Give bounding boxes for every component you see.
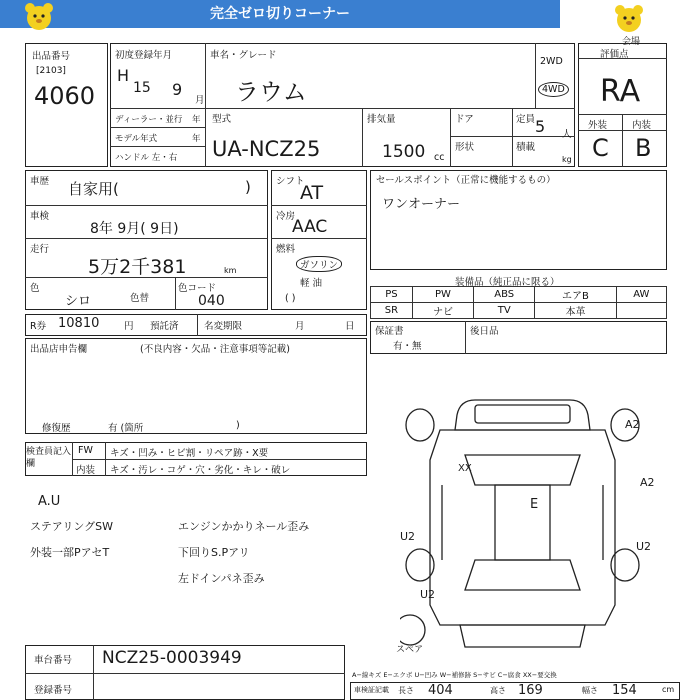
ext-grade-label: 外装	[588, 120, 608, 131]
seller-report-sub: (不良内容・欠品・注意事項等記載)	[140, 344, 290, 355]
car-name-label: 車名・グレード	[210, 50, 277, 61]
inspector-label: 検査員記入欄	[26, 447, 72, 469]
fuel-gasoline-circled: ガソリン	[296, 256, 342, 272]
color-code: 040	[198, 293, 225, 309]
type-label: 型式	[212, 114, 232, 125]
later-label: 後日品	[470, 326, 499, 337]
dims-width-label: 幅さ	[582, 686, 598, 695]
repair-end: )	[236, 420, 240, 431]
recycle-deposit: 預託済	[150, 321, 179, 332]
inspector-int-label: 内装	[76, 465, 96, 476]
color-label: 色	[30, 283, 40, 294]
equipment-table	[370, 286, 667, 319]
dims-unit: cm	[662, 685, 675, 694]
equip-blank	[616, 303, 666, 319]
capacity-label: 定員	[516, 114, 536, 125]
inspector-int-text: キズ・汚レ・コゲ・穴・劣化・キレ・破レ	[110, 465, 291, 476]
venue-label: 会場	[622, 37, 641, 47]
dims-height-label: 高さ	[490, 686, 506, 695]
equip-tv: TV	[474, 303, 535, 319]
recycle-label: R券	[30, 321, 47, 332]
int-grade: B	[635, 134, 652, 162]
lot-number: 4060	[34, 82, 96, 110]
car-type: UA-NCZ25	[212, 137, 321, 161]
shape-label: 形状	[455, 142, 475, 153]
mark-a2-right: A2	[640, 476, 655, 489]
first-reg-month: 9	[172, 80, 183, 99]
equip-sr: SR	[371, 303, 413, 319]
color-code-label: 色コード	[178, 283, 217, 294]
meigi-day: 日	[345, 321, 355, 332]
kind-label: 車歴	[30, 176, 50, 187]
grade-label: 評価点	[600, 49, 629, 60]
grade-value: RA	[600, 74, 641, 109]
car-kind: 自家用(	[68, 180, 119, 198]
model-year-label: モデル年式	[115, 134, 158, 144]
dims-height: 169	[518, 683, 543, 698]
spare-label: スペア	[396, 645, 424, 655]
fw-label: FW	[78, 445, 93, 456]
drive-2wd: 2WD	[540, 56, 563, 67]
chassis-label: 車台番号	[34, 655, 73, 666]
dealer-year: 年	[192, 115, 201, 125]
shift-value: AT	[300, 182, 324, 204]
note-5: 下回りS.Pアリ	[178, 546, 250, 559]
car-damage-diagram	[400, 385, 660, 655]
ext-grade: C	[592, 134, 609, 162]
dims-width: 154	[612, 683, 637, 698]
mark-xx: XX	[458, 463, 472, 474]
lot-label: 出品番号	[32, 51, 71, 62]
car-info-box	[110, 43, 575, 167]
recycle-unit: 円	[124, 321, 134, 332]
shift-label: シフト	[276, 176, 305, 187]
mark-a2-top: A2	[625, 418, 640, 431]
damage-legend: A−線キズ E−エクボ U−凹み W−補修跡 S−サビ C−腐食 XX−要交換	[352, 671, 557, 679]
car-name: ラウム	[235, 78, 307, 106]
drive-4wd-circled: 4WD	[538, 82, 569, 97]
mark-u2-left: U2	[400, 530, 416, 543]
first-reg-year: 15	[133, 80, 151, 96]
mark-e: E	[530, 497, 539, 512]
warranty-label: 保証書	[375, 326, 404, 337]
load-unit: kg	[562, 155, 572, 164]
header-title: 完全ゼロ切りコーナー	[210, 6, 350, 22]
car-kind-end: )	[245, 178, 251, 196]
lot-code: [2103]	[36, 66, 66, 76]
mileage-value: 5万2千381	[88, 256, 187, 278]
first-reg-label: 初度登録年月	[115, 50, 173, 61]
disp-unit: cc	[434, 152, 445, 163]
equip-aw: AW	[616, 287, 666, 303]
chassis-number: NCZ25-0003949	[102, 648, 242, 668]
equipment-label: 装備品（純正品に限る）	[455, 277, 560, 288]
sales-point-label: セールスポイント（正常に機能するもの）	[376, 175, 556, 186]
dims-length-label: 長さ	[398, 686, 414, 695]
mileage-label: 走行	[30, 244, 50, 255]
bear-mascot-right-icon	[612, 4, 646, 34]
note-1: A.U	[38, 494, 61, 509]
handle-label: ハンドル 左・右	[115, 153, 178, 163]
dealer-label: ディーラー・並行	[115, 115, 183, 125]
repair-value: 有 (箇所	[108, 423, 144, 434]
fuel-label: 燃料	[276, 244, 296, 255]
repaint-label: 色替	[130, 293, 150, 304]
load-label: 積載	[516, 142, 536, 153]
ac-label: 冷房	[276, 211, 296, 222]
capacity-unit: 人	[562, 129, 572, 140]
header-banner	[0, 0, 560, 28]
ac-value: AAC	[292, 217, 328, 237]
recycle-value: 10810	[58, 316, 100, 331]
note-4: 外装一部PアセT	[30, 546, 110, 559]
sales-point-text: ワンオーナー	[382, 197, 461, 212]
note-2: ステアリングSW	[30, 520, 113, 533]
door-label: ドア	[455, 114, 474, 125]
disp-label: 排気量	[367, 114, 396, 125]
equip-navi: ナビ	[412, 303, 473, 319]
model-year-unit: 年	[192, 134, 201, 144]
shaken-value: 8年 9月( 9日)	[90, 221, 179, 237]
first-reg-era: H	[117, 66, 130, 85]
registration-box	[25, 170, 268, 310]
first-reg-month-unit: 月	[195, 95, 205, 106]
shaken-label: 車検	[30, 211, 50, 222]
fuel-diesel: 軽 油	[300, 278, 323, 289]
equip-airbag: エアB	[535, 287, 617, 303]
dims-length: 404	[428, 683, 453, 698]
note-6: 左ドインパネ歪み	[178, 572, 265, 585]
bear-mascot-left-icon	[22, 2, 56, 32]
warranty-value: 有・無	[393, 341, 422, 352]
equip-pw: PW	[412, 287, 473, 303]
int-grade-label: 内装	[632, 120, 652, 131]
meigi-month: 月	[295, 321, 305, 332]
repair-label: 修復歴	[42, 423, 71, 434]
color-value: シロ	[65, 294, 92, 309]
meigi-label: 名変期限	[204, 321, 243, 332]
equip-ps: PS	[371, 287, 413, 303]
mark-u2-bottom: U2	[420, 588, 436, 601]
equip-leather: 本革	[535, 303, 617, 319]
fw-text: キズ・凹み・ヒビ割・リペア跡・X要	[110, 448, 269, 459]
seller-report-label: 出品店申告欄	[30, 344, 88, 355]
dims-label: 車検証記載	[354, 686, 389, 694]
note-3: エンジンかかりネール歪み	[178, 520, 310, 533]
capacity: 5	[535, 117, 546, 136]
equip-abs: ABS	[474, 287, 535, 303]
displacement: 1500	[382, 142, 426, 162]
mark-u2-right: U2	[636, 540, 652, 553]
mileage-unit: km	[224, 266, 237, 275]
fuel-other: ( )	[285, 293, 296, 304]
registration-label: 登録番号	[34, 685, 73, 696]
